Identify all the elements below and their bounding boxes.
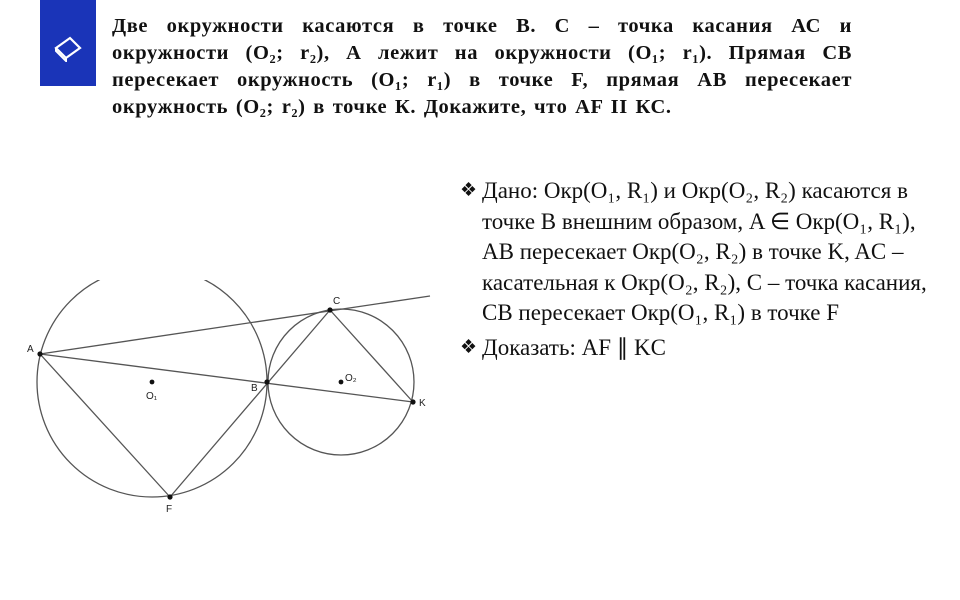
point-o1	[150, 380, 155, 385]
point-b	[264, 379, 269, 384]
label-a: A	[27, 344, 34, 355]
problem-line: пересекает окружность (O₁; r₁) в точке F, прямая АВ пересекает	[112, 69, 852, 91]
header-badge	[40, 0, 96, 86]
segment-ck	[330, 310, 413, 402]
segment-af	[40, 354, 170, 497]
given-text: Дано: Окр(O₁, R₁) и Окр(O₂, R₂) касаются в точке B внешним образом, A ∈ Окр(O₁, R₁), AB пересекает Окр(O₂, R₂) в точке K, AC – касательная к Окр(O₂, R₂), C – точка касания, CB пересекает Окр(O₁, R₁) в точке F	[482, 178, 927, 325]
line-ak	[40, 354, 413, 402]
point-k	[410, 399, 415, 404]
geometry-figure	[0, 280, 440, 520]
label-o2: O₂	[345, 373, 357, 384]
tangent-line-ac	[40, 296, 430, 354]
bullet-icon: ❖	[460, 180, 478, 201]
given-item	[460, 176, 930, 329]
point-c	[327, 307, 332, 312]
segment-cf	[170, 310, 330, 497]
label-f: F	[166, 504, 173, 515]
point-a	[37, 351, 42, 356]
problem-line: окружность (O₂; r₂) в точке К. Докажите, что AF II КС.	[112, 96, 672, 118]
label-c: C	[333, 296, 341, 307]
label-k: K	[419, 398, 426, 409]
problem-line: Две окружности касаются в точке В. С – точка касания АС и	[112, 15, 852, 37]
label-b: B	[251, 383, 258, 394]
point-o2	[339, 380, 344, 385]
point-f	[167, 494, 172, 499]
book-icon	[52, 34, 84, 62]
problem-statement	[112, 13, 852, 121]
problem-line: окружности (O₂; r₂), А лежит на окружности (O₁; r₁). Прямая СВ	[112, 42, 852, 64]
bullet-icon: ❖	[460, 336, 478, 358]
label-o1: O₁	[146, 391, 158, 402]
solution-conditions	[460, 176, 930, 363]
prove-text: Доказать: AF ∥ KC	[482, 334, 666, 360]
prove-item	[460, 333, 930, 364]
